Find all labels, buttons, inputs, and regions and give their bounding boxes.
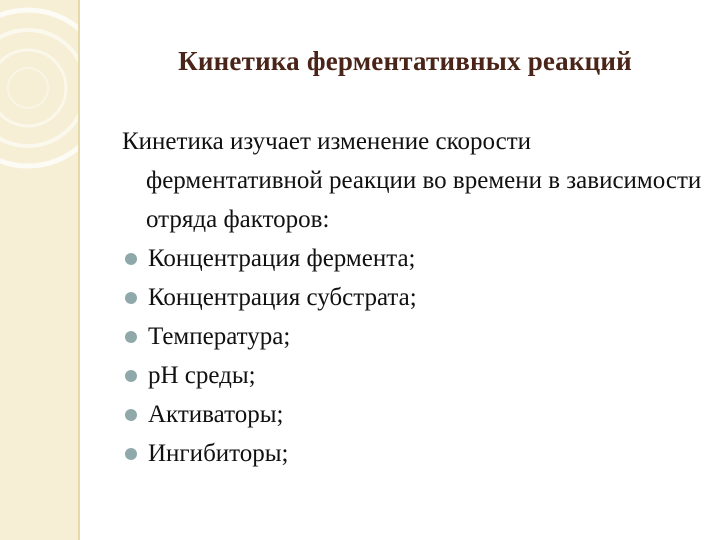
bullet-dot-icon bbox=[125, 253, 137, 265]
list-item bbox=[122, 278, 702, 317]
list-item-text: Температура; bbox=[148, 323, 291, 350]
list-item bbox=[122, 317, 702, 356]
bullet-dot-icon bbox=[125, 331, 137, 343]
slide-title: Кинетика ферментативных реакций bbox=[178, 46, 632, 76]
list-item bbox=[122, 434, 702, 473]
list-item-text: Ингибиторы; bbox=[148, 440, 289, 467]
list-item-text: Активаторы; bbox=[148, 401, 284, 428]
list-item bbox=[122, 395, 702, 434]
list-item-text: Концентрация субстрата; bbox=[148, 284, 417, 311]
bullet-dot-icon bbox=[125, 292, 137, 304]
bullet-dot-icon bbox=[125, 448, 137, 460]
list-item bbox=[122, 356, 702, 395]
factor-list bbox=[122, 239, 702, 473]
bullet-dot-icon bbox=[125, 409, 137, 421]
list-item bbox=[122, 239, 702, 278]
list-item-text: Концентрация фермента; bbox=[148, 245, 416, 272]
slide-content bbox=[122, 122, 702, 473]
list-item-text: pH среды; bbox=[148, 362, 256, 389]
concentric-rings-decoration bbox=[0, 0, 78, 540]
side-band-decoration bbox=[0, 0, 80, 540]
intro-paragraph: Кинетика изучает изменение скорости ферментативной реакции во времени в зависимости отряда факторов: bbox=[122, 128, 702, 233]
bullet-dot-icon bbox=[125, 370, 137, 382]
